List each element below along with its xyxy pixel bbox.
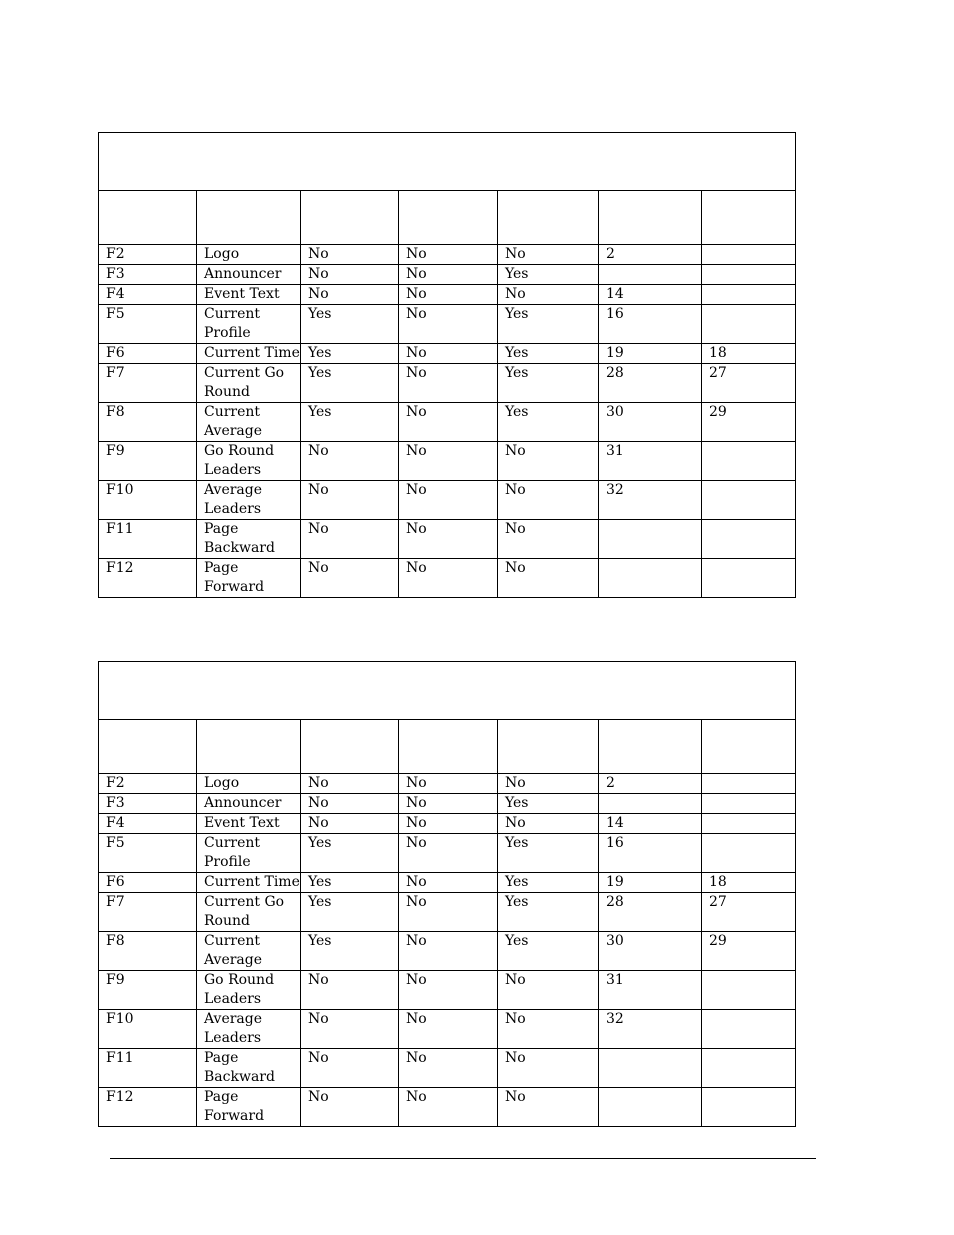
table-cell: No: [301, 1049, 399, 1088]
header-cell: [399, 720, 498, 774]
table-cell: Yes: [301, 403, 399, 442]
table-row: [99, 932, 796, 971]
table-row: [99, 1049, 796, 1088]
table-cell: No: [301, 794, 399, 814]
table-cell: 28: [599, 364, 702, 403]
table-cell: No: [399, 893, 498, 932]
table-cell: Go Round Leaders: [197, 971, 301, 1010]
header-cell: [301, 720, 399, 774]
table-cell: No: [498, 285, 599, 305]
table-cell: No: [399, 873, 498, 893]
table-title-row: [99, 662, 796, 720]
table-cell: 14: [599, 814, 702, 834]
table-cell: No: [498, 1049, 599, 1088]
table-cell: No: [399, 774, 498, 794]
table-row: [99, 265, 796, 285]
table-cell: No: [399, 285, 498, 305]
table-title-cell: [99, 133, 796, 191]
table-cell: No: [498, 971, 599, 1010]
table-cell: Current Profile: [197, 305, 301, 344]
table-cell: F8: [99, 403, 197, 442]
table-cell: No: [498, 774, 599, 794]
table-cell: F3: [99, 794, 197, 814]
table-cell: Average Leaders: [197, 1010, 301, 1049]
table-cell: Yes: [498, 364, 599, 403]
table-cell: F5: [99, 305, 197, 344]
table-cell: No: [301, 1088, 399, 1127]
table-cell: No: [498, 245, 599, 265]
table-cell: Yes: [498, 794, 599, 814]
table-header-row: [99, 720, 796, 774]
table-cell: [702, 1088, 796, 1127]
table-cell: No: [399, 1088, 498, 1127]
table-cell: Current Average: [197, 932, 301, 971]
table-body: [99, 662, 796, 1127]
table-cell: Current Average: [197, 403, 301, 442]
table-cell: F9: [99, 442, 197, 481]
table-row: [99, 814, 796, 834]
header-cell: [99, 720, 197, 774]
function-key-table-1: [98, 132, 796, 598]
table-cell: F9: [99, 971, 197, 1010]
table-cell: No: [399, 559, 498, 598]
table-title-row: [99, 133, 796, 191]
table-cell: [702, 814, 796, 834]
table-cell: Yes: [498, 893, 599, 932]
table-cell: No: [399, 834, 498, 873]
table-cell: Yes: [498, 265, 599, 285]
table-cell: [702, 559, 796, 598]
table-cell: 28: [599, 893, 702, 932]
table-row: [99, 403, 796, 442]
table-cell: 18: [702, 873, 796, 893]
table-row: [99, 873, 796, 893]
table-cell: F6: [99, 873, 197, 893]
table-cell: F10: [99, 481, 197, 520]
table-cell: Average Leaders: [197, 481, 301, 520]
table-cell: 29: [702, 403, 796, 442]
table-cell: 27: [702, 893, 796, 932]
table-cell: Yes: [498, 344, 599, 364]
table-cell: No: [399, 794, 498, 814]
table-cell: F7: [99, 364, 197, 403]
table-cell: 14: [599, 285, 702, 305]
table-row: [99, 481, 796, 520]
table-cell: No: [399, 1049, 498, 1088]
table-cell: 29: [702, 932, 796, 971]
table-cell: No: [399, 1010, 498, 1049]
table-cell: No: [301, 1010, 399, 1049]
header-cell: [399, 191, 498, 245]
table-cell: F7: [99, 893, 197, 932]
table-cell: F3: [99, 265, 197, 285]
table-cell: No: [399, 971, 498, 1010]
table-cell: [702, 520, 796, 559]
table-cell: F2: [99, 774, 197, 794]
table-cell: [599, 520, 702, 559]
table-cell: No: [399, 403, 498, 442]
header-cell: [702, 720, 796, 774]
table-row: [99, 794, 796, 814]
table-cell: No: [399, 364, 498, 403]
table-row: [99, 971, 796, 1010]
table-cell: [599, 1088, 702, 1127]
table-cell: 19: [599, 873, 702, 893]
table-cell: 19: [599, 344, 702, 364]
table-cell: No: [399, 814, 498, 834]
table-cell: [599, 265, 702, 285]
header-cell: [197, 191, 301, 245]
table-cell: Logo: [197, 245, 301, 265]
table-cell: No: [301, 245, 399, 265]
table-cell: [599, 794, 702, 814]
table-cell: No: [498, 1088, 599, 1127]
table-row: [99, 893, 796, 932]
table-cell: Yes: [301, 873, 399, 893]
table-cell: 32: [599, 481, 702, 520]
table-cell: Page Backward: [197, 1049, 301, 1088]
footer-rule: [110, 1158, 816, 1159]
table-cell: No: [399, 265, 498, 285]
table-cell: F11: [99, 520, 197, 559]
table-cell: F8: [99, 932, 197, 971]
table-cell: No: [301, 814, 399, 834]
table-cell: No: [399, 245, 498, 265]
table-cell: No: [301, 774, 399, 794]
header-cell: [498, 191, 599, 245]
table-cell: 18: [702, 344, 796, 364]
table-cell: No: [399, 344, 498, 364]
table-cell: No: [498, 559, 599, 598]
table-cell: [702, 305, 796, 344]
table-cell: No: [301, 971, 399, 1010]
header-cell: [498, 720, 599, 774]
table-cell: No: [399, 520, 498, 559]
table-cell: No: [498, 481, 599, 520]
function-key-table-2: [98, 661, 796, 1127]
header-cell: [301, 191, 399, 245]
table-cell: F12: [99, 559, 197, 598]
table-cell: Yes: [301, 364, 399, 403]
table-cell: No: [301, 285, 399, 305]
table-cell: [702, 1010, 796, 1049]
table-cell: Event Text: [197, 814, 301, 834]
table-cell: [599, 559, 702, 598]
table-cell: [702, 481, 796, 520]
table-cell: No: [498, 814, 599, 834]
table-cell: No: [301, 559, 399, 598]
table-cell: 32: [599, 1010, 702, 1049]
table-cell: 16: [599, 834, 702, 873]
table-row: [99, 774, 796, 794]
table-cell: Current Profile: [197, 834, 301, 873]
header-cell: [599, 191, 702, 245]
table-cell: Yes: [301, 305, 399, 344]
table-cell: No: [301, 442, 399, 481]
table-cell: F2: [99, 245, 197, 265]
table-row: [99, 834, 796, 873]
table-cell: 2: [599, 774, 702, 794]
table-cell: 27: [702, 364, 796, 403]
table-row: [99, 520, 796, 559]
table-row: [99, 1088, 796, 1127]
table-cell: No: [498, 1010, 599, 1049]
table-cell: No: [399, 932, 498, 971]
table-header-row: [99, 191, 796, 245]
table-cell: Page Forward: [197, 1088, 301, 1127]
table-cell: [599, 1049, 702, 1088]
table-cell: Event Text: [197, 285, 301, 305]
table-cell: Current Time: [197, 344, 301, 364]
table-cell: No: [301, 481, 399, 520]
table-cell: F10: [99, 1010, 197, 1049]
table-cell: F4: [99, 285, 197, 305]
table-cell: [702, 794, 796, 814]
table-cell: Yes: [498, 403, 599, 442]
table-cell: Yes: [498, 873, 599, 893]
table-row: [99, 305, 796, 344]
table-cell: No: [301, 520, 399, 559]
table-cell: No: [498, 520, 599, 559]
table-cell: Current Go Round: [197, 364, 301, 403]
table-cell: Page Forward: [197, 559, 301, 598]
table-cell: 30: [599, 932, 702, 971]
table-cell: Current Go Round: [197, 893, 301, 932]
table-cell: Go Round Leaders: [197, 442, 301, 481]
table-cell: F12: [99, 1088, 197, 1127]
table-cell: [702, 774, 796, 794]
table-cell: Yes: [301, 893, 399, 932]
table-cell: Yes: [301, 344, 399, 364]
table-cell: [702, 834, 796, 873]
header-cell: [702, 191, 796, 245]
table-cell: [702, 1049, 796, 1088]
table-cell: No: [498, 442, 599, 481]
table-cell: Yes: [301, 834, 399, 873]
header-cell: [197, 720, 301, 774]
table-row: [99, 245, 796, 265]
table-cell: Logo: [197, 774, 301, 794]
table-cell: [702, 245, 796, 265]
table-row: [99, 364, 796, 403]
table-cell: No: [399, 442, 498, 481]
table-cell: [702, 265, 796, 285]
table-cell: Announcer: [197, 794, 301, 814]
table-cell: Yes: [498, 834, 599, 873]
table-body: [99, 133, 796, 598]
table-cell: No: [399, 481, 498, 520]
table-cell: 16: [599, 305, 702, 344]
table-row: [99, 442, 796, 481]
table-row: [99, 559, 796, 598]
table-cell: No: [399, 305, 498, 344]
table-cell: [702, 971, 796, 1010]
table-cell: 31: [599, 971, 702, 1010]
table-cell: F11: [99, 1049, 197, 1088]
table-cell: 30: [599, 403, 702, 442]
table-cell: Page Backward: [197, 520, 301, 559]
table-cell: [702, 285, 796, 305]
header-cell: [99, 191, 197, 245]
header-cell: [599, 720, 702, 774]
table-cell: F6: [99, 344, 197, 364]
table-cell: Yes: [301, 932, 399, 971]
table-cell: 2: [599, 245, 702, 265]
table-row: [99, 1010, 796, 1049]
table-cell: 31: [599, 442, 702, 481]
table-title-cell: [99, 662, 796, 720]
table-cell: F5: [99, 834, 197, 873]
table-cell: Announcer: [197, 265, 301, 285]
table-cell: [702, 442, 796, 481]
table-row: [99, 285, 796, 305]
table-row: [99, 344, 796, 364]
table-cell: F4: [99, 814, 197, 834]
table-cell: No: [301, 265, 399, 285]
table-cell: Current Time: [197, 873, 301, 893]
table-cell: Yes: [498, 932, 599, 971]
table-cell: Yes: [498, 305, 599, 344]
